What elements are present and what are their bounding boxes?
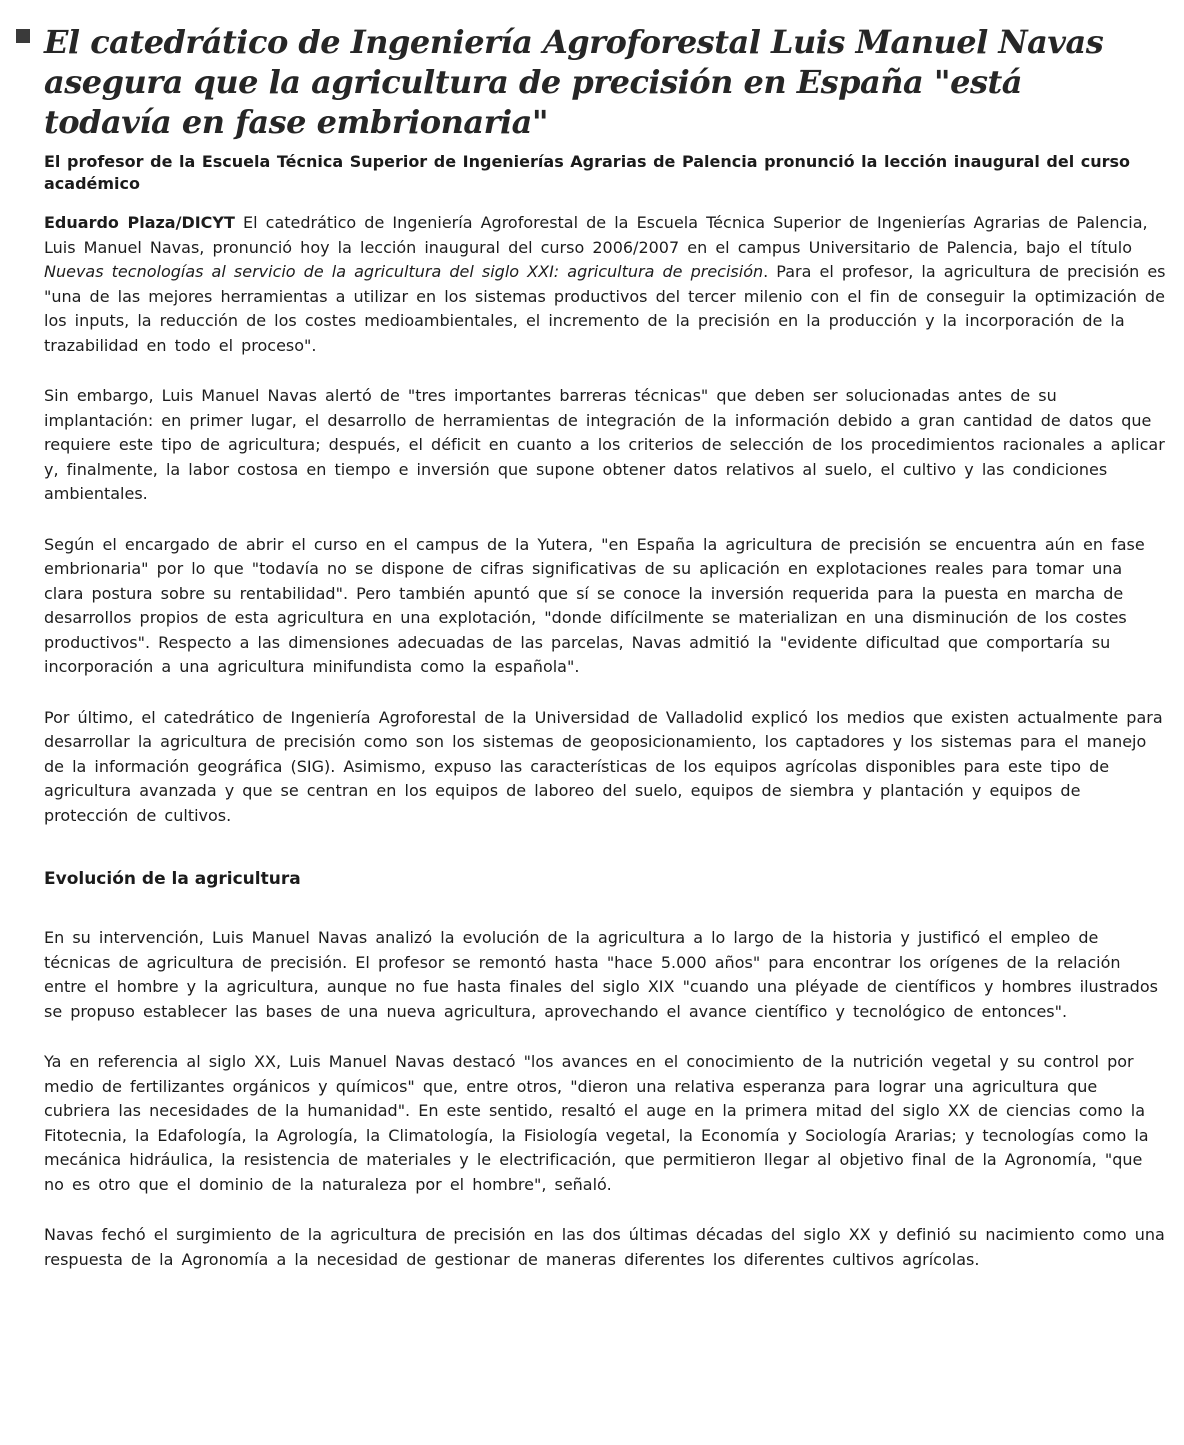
paragraph-history-evolution: En su intervención, Luis Manuel Navas analizó la evolución de la agricultura a lo largo de la historia y justificó el empleo de técnicas de agricultura de precisión. El profesor se remontó hasta "hace 5.000 años" para encontrar los orígenes de la relación entre el hombre y la agricultura, aunque no fue hasta finales del siglo XIX "cuando una pléyade de científicos y hombres ilustrados se propuso establecer las bases de una nueva agricultura, aprovechando el avance científico y tecnológico de entonces". (44, 928, 1158, 1021)
lead-paragraph (44, 211, 1168, 358)
headline-line-3: todavía en fase embrionaria" (44, 103, 549, 141)
bullet-square-icon (16, 29, 30, 43)
course-title-italic: Nuevas tecnologías al servicio de la agricultura del siglo XXI: agricultura de precisión (44, 262, 764, 281)
paragraph-precision-agriculture-origin: Navas fechó el surgimiento de la agricultura de precisión en las dos últimas décadas del siglo XX y definió su nacimiento como una respuesta de la Agronomía a la necesidad de gestionar de maneras diferentes los diferentes cultivos agrícolas. (44, 1225, 1165, 1269)
lead-text-before-title: El catedrático de Ingeniería Agroforestal de la Escuela Técnica Superior de Ingenierías Agrarias de Palencia, Luis Manuel Navas, pronunció hoy la lección inaugural del curso 2006/2007 en el campus Universitario de Palencia, bajo el título (44, 213, 1148, 257)
paragraph-available-means: Por último, el catedrático de Ingeniería Agroforestal de la Universidad de Valladolid explicó los medios que existen actualmente para desarrollar la agricultura de precisión como son los sistemas de geoposicionamiento, los captadores y los sistemas para el manejo de la información geográfica (SIG). Asimismo, expuso las características de los equipos agrícolas disponibles para este tipo de agricultura avanzada y que se centran en los equipos de laboreo del suelo, equipos de siembra y plantación y equipos de protección de cultivos. (44, 707, 1163, 825)
headline-line-2: asegura que la agricultura de precisión en España "está (44, 63, 1022, 101)
headline-line-1: El catedrático de Ingeniería Agroforestal Luis Manuel Navas (44, 23, 1104, 61)
headline (44, 22, 1168, 142)
paragraph-technical-barriers: Sin embargo, Luis Manuel Navas alertó de "tres importantes barreras técnicas" que deben ser solucionadas antes de su implantación: en primer lugar, el desarrollo de herramientas de integración de la información debido a gran cantidad de datos que requiere este tipo de agricultura; después, el déficit en cuanto a los criterios de selección de los procedimientos racionales a aplicar y, finalmente, la labor costosa en tiempo e inversión que supone obtener datos relativos al suelo, el cultivo y las condiciones ambientales. (44, 386, 1165, 503)
subtitle: El profesor de la Escuela Técnica Superior de Ingenierías Agrarias de Palencia pronunció la lección inaugural del curso académico (44, 152, 1131, 193)
paragraph-20th-century: Ya en referencia al siglo XX, Luis Manuel Navas destacó "los avances en el conocimiento de la nutrición vegetal y su control por medio de fertilizantes orgánicos y químicos" que, entre otros, "dieron una relativa esperanza para lograr una agricultura que cubriera las necesidades de la humanidad". En este sentido, resaltó el auge en la primera mitad del siglo XX de ciencias como la Fitotecnia, la Edafología, la Agrología, la Climatología, la Fisiología vegetal, la Economía y Sociología Ararias; y tecnologías como la mecánica hidráulica, la resistencia de materiales y le electrificación, que permitieron llegar al objetivo final de la Agronomía, "que no es otro que el dominio de la naturaleza por el hombre", señaló. (44, 1052, 1149, 1194)
paragraph-embryonic-phase: Según el encargado de abrir el curso en el campus de la Yutera, "en España la agricultura de precisión se encuentra aún en fase embrionaria" por lo que "todavía no se dispone de cifras significativas de su aplicación en explotaciones reales para tomar una clara postura sobre su rentabilidad". Pero también apuntó que sí se conoce la inversión requerida para la puesta en marcha de desarrollos propios de esta agricultura en una explotación, "donde difícilmente se materializan en una disminución de los costes productivos". Respecto a las dimensiones adecuadas de las parcelas, Navas admitió la "evidente dificultad que comportaría su incorporación a una agricultura minifundista como la española". (44, 534, 1145, 676)
byline: Eduardo Plaza/DICYT (44, 213, 235, 232)
lead-text-after-title: . Para el profesor, la agricultura de precisión es "una de las mejores herramientas a utilizar en los sistemas productivos del tercer milenio con el fin de conseguir la optimización de los inputs, la reducción de los costes medioambientales, el incremento de la precisión en la producción y la incorporación de la trazabilidad en todo el proceso". (44, 262, 1166, 355)
section-heading: Evolución de la agricultura (44, 869, 301, 889)
article-content (44, 22, 1168, 1272)
